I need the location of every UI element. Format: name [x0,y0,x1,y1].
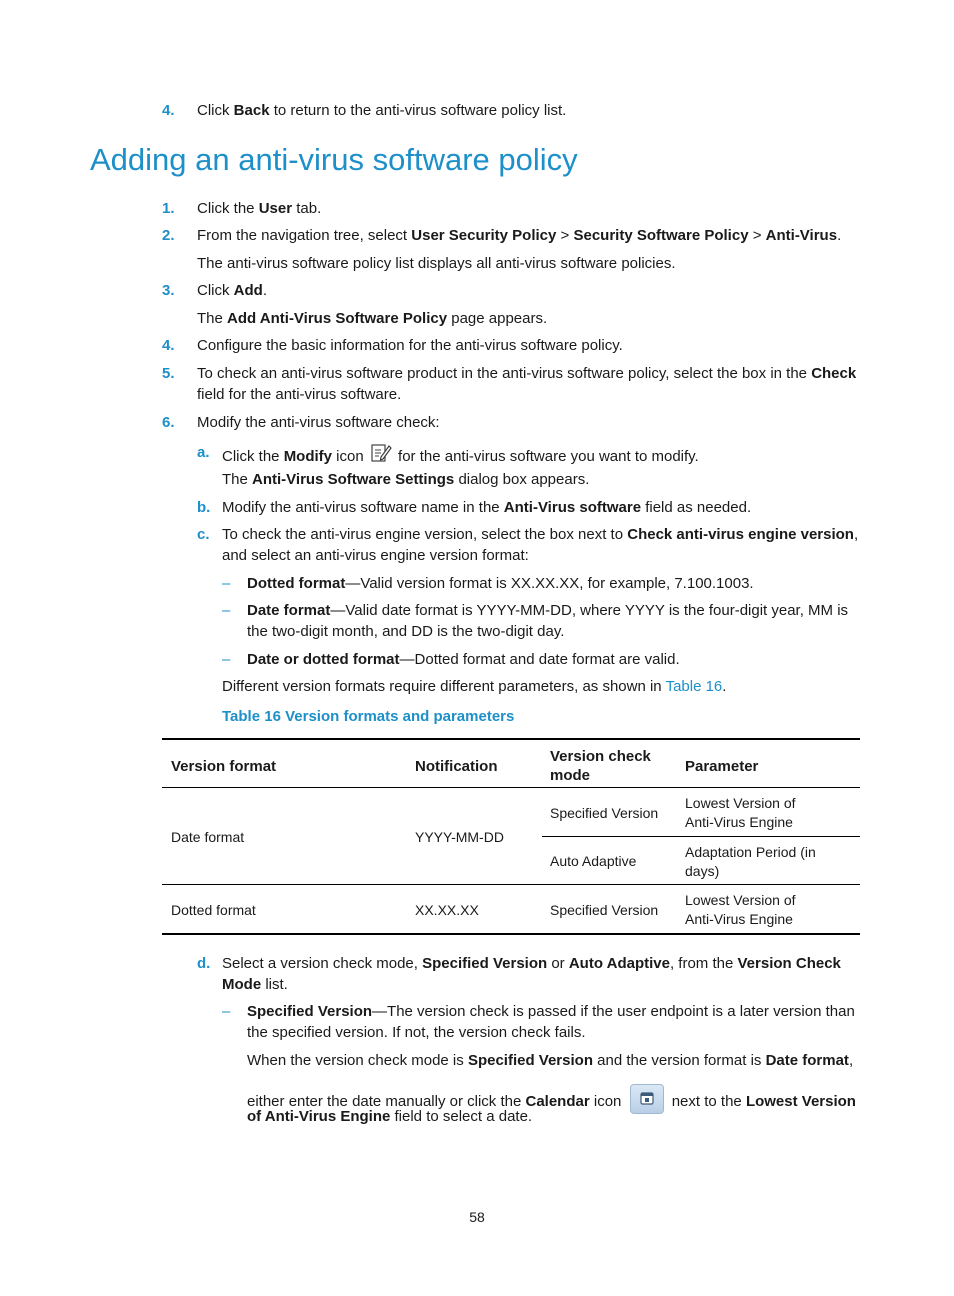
table-rule [162,738,860,740]
table-rule [162,884,860,885]
step-text: Click Add. [197,282,268,299]
column-header: Parameter [685,758,759,775]
mode-item: Specified Version—The version check is passed if the user endpoint is a later version than [247,1003,855,1020]
substep-letter: d. [197,955,211,972]
table-cell: YYYY-MM-DD [415,829,504,845]
format-item: Date or dotted format—Dotted format and date format are valid. [247,651,680,668]
substep-text-cont: Mode list. [222,976,288,993]
column-header: Version format [171,758,277,775]
dash-bullet: – [222,602,231,619]
mode-note-cont: either enter the date manually or click the Calendar icon next to the Lowest Version [247,1084,856,1114]
substep-letter: a. [197,444,210,461]
step-number: 2. [162,227,175,244]
table-cell: Specified Version [550,805,659,821]
step-text: From the navigation tree, select User Security Policy > Security Software Policy > Anti-Virus. [197,227,842,244]
step-number: 4. [162,102,175,119]
step-text: Click Back to return to the anti-virus software policy list. [197,102,567,119]
mode-item-cont: the specified version. If not, the version check fails. [247,1024,586,1041]
substep-letter: c. [197,526,210,543]
step-text-cont: field for the anti-virus software. [197,386,402,403]
table-cell: Dotted format [171,902,256,918]
table-link[interactable]: Table 16 [665,678,723,695]
table-cell: Auto Adaptive [550,853,637,869]
substep-text: Click the Modify icon for the anti-virus software you want to modify. [222,442,699,467]
table-cell: Lowest Version of Anti-Virus Engine [685,795,796,830]
table-cell: Adaptation Period (in days) [685,844,816,879]
step-note: The anti-virus software policy list displays all anti-virus software policies. [197,255,676,272]
column-header: Notification [415,758,498,775]
step-number: 1. [162,200,175,217]
substep-text: Select a version check mode, Specified Version or Auto Adaptive, from the Version Check [222,955,841,972]
page-number: 58 [469,1209,485,1225]
step-text: Modify the anti-virus software check: [197,414,440,431]
dash-bullet: – [222,651,231,668]
step-number: 5. [162,365,175,382]
format-item: Date format—Valid date format is YYYY-MM-DD, where YYYY is the four-digit year, MM is [247,602,849,619]
modify-icon [370,442,392,462]
substep-note: The Anti-Virus Software Settings dialog box appears. [222,471,590,488]
step-text: Click the User tab. [197,200,322,217]
table-cell: Date format [171,829,245,845]
dash-bullet: – [222,575,231,592]
version-format-table [162,738,860,936]
table-rule [162,787,860,788]
substep-text-cont: and select an anti-virus engine version format: [222,547,529,564]
table-cell: Specified Version [550,902,659,918]
table-cell: XX.XX.XX [415,902,479,918]
substep-note: Different version formats require different parameters, as shown in Table 16. [222,678,727,695]
table-cell: Lowest Version of Anti-Virus Engine [685,892,796,927]
dash-bullet: – [222,1003,231,1020]
table-caption: Table 16 Version formats and parameters [222,708,515,725]
step-number: 6. [162,414,175,431]
table-rule [542,836,860,837]
step-text: To check an anti-virus software product in the anti-virus software policy, select the box in the Check [197,365,857,382]
section-heading: Adding an anti-virus software policy [90,142,578,177]
step-number: 3. [162,282,175,299]
step-note: The Add Anti-Virus Software Policy page appears. [197,310,548,327]
column-header: Version check mode [550,748,651,784]
substep-letter: b. [197,499,211,516]
substep-text: Modify the anti-virus software name in the Anti-Virus software field as needed. [222,499,752,516]
table-rule [162,933,860,935]
calendar-icon [630,1084,664,1114]
step-number: 4. [162,337,175,354]
substep-text: To check the anti-virus engine version, select the box next to Check anti-virus engine version, [222,526,859,543]
mode-note-cont: of Anti-Virus Engine field to select a date. [247,1108,533,1125]
mode-note: When the version check mode is Specified Version and the version format is Date format, [247,1052,854,1069]
format-item: Dotted format—Valid version format is XX.XX.XX, for example, 7.100.1003. [247,575,754,592]
step-text: Configure the basic information for the anti-virus software policy. [197,337,623,354]
format-item-cont: the two-digit month, and DD is the two-digit day. [247,623,565,640]
